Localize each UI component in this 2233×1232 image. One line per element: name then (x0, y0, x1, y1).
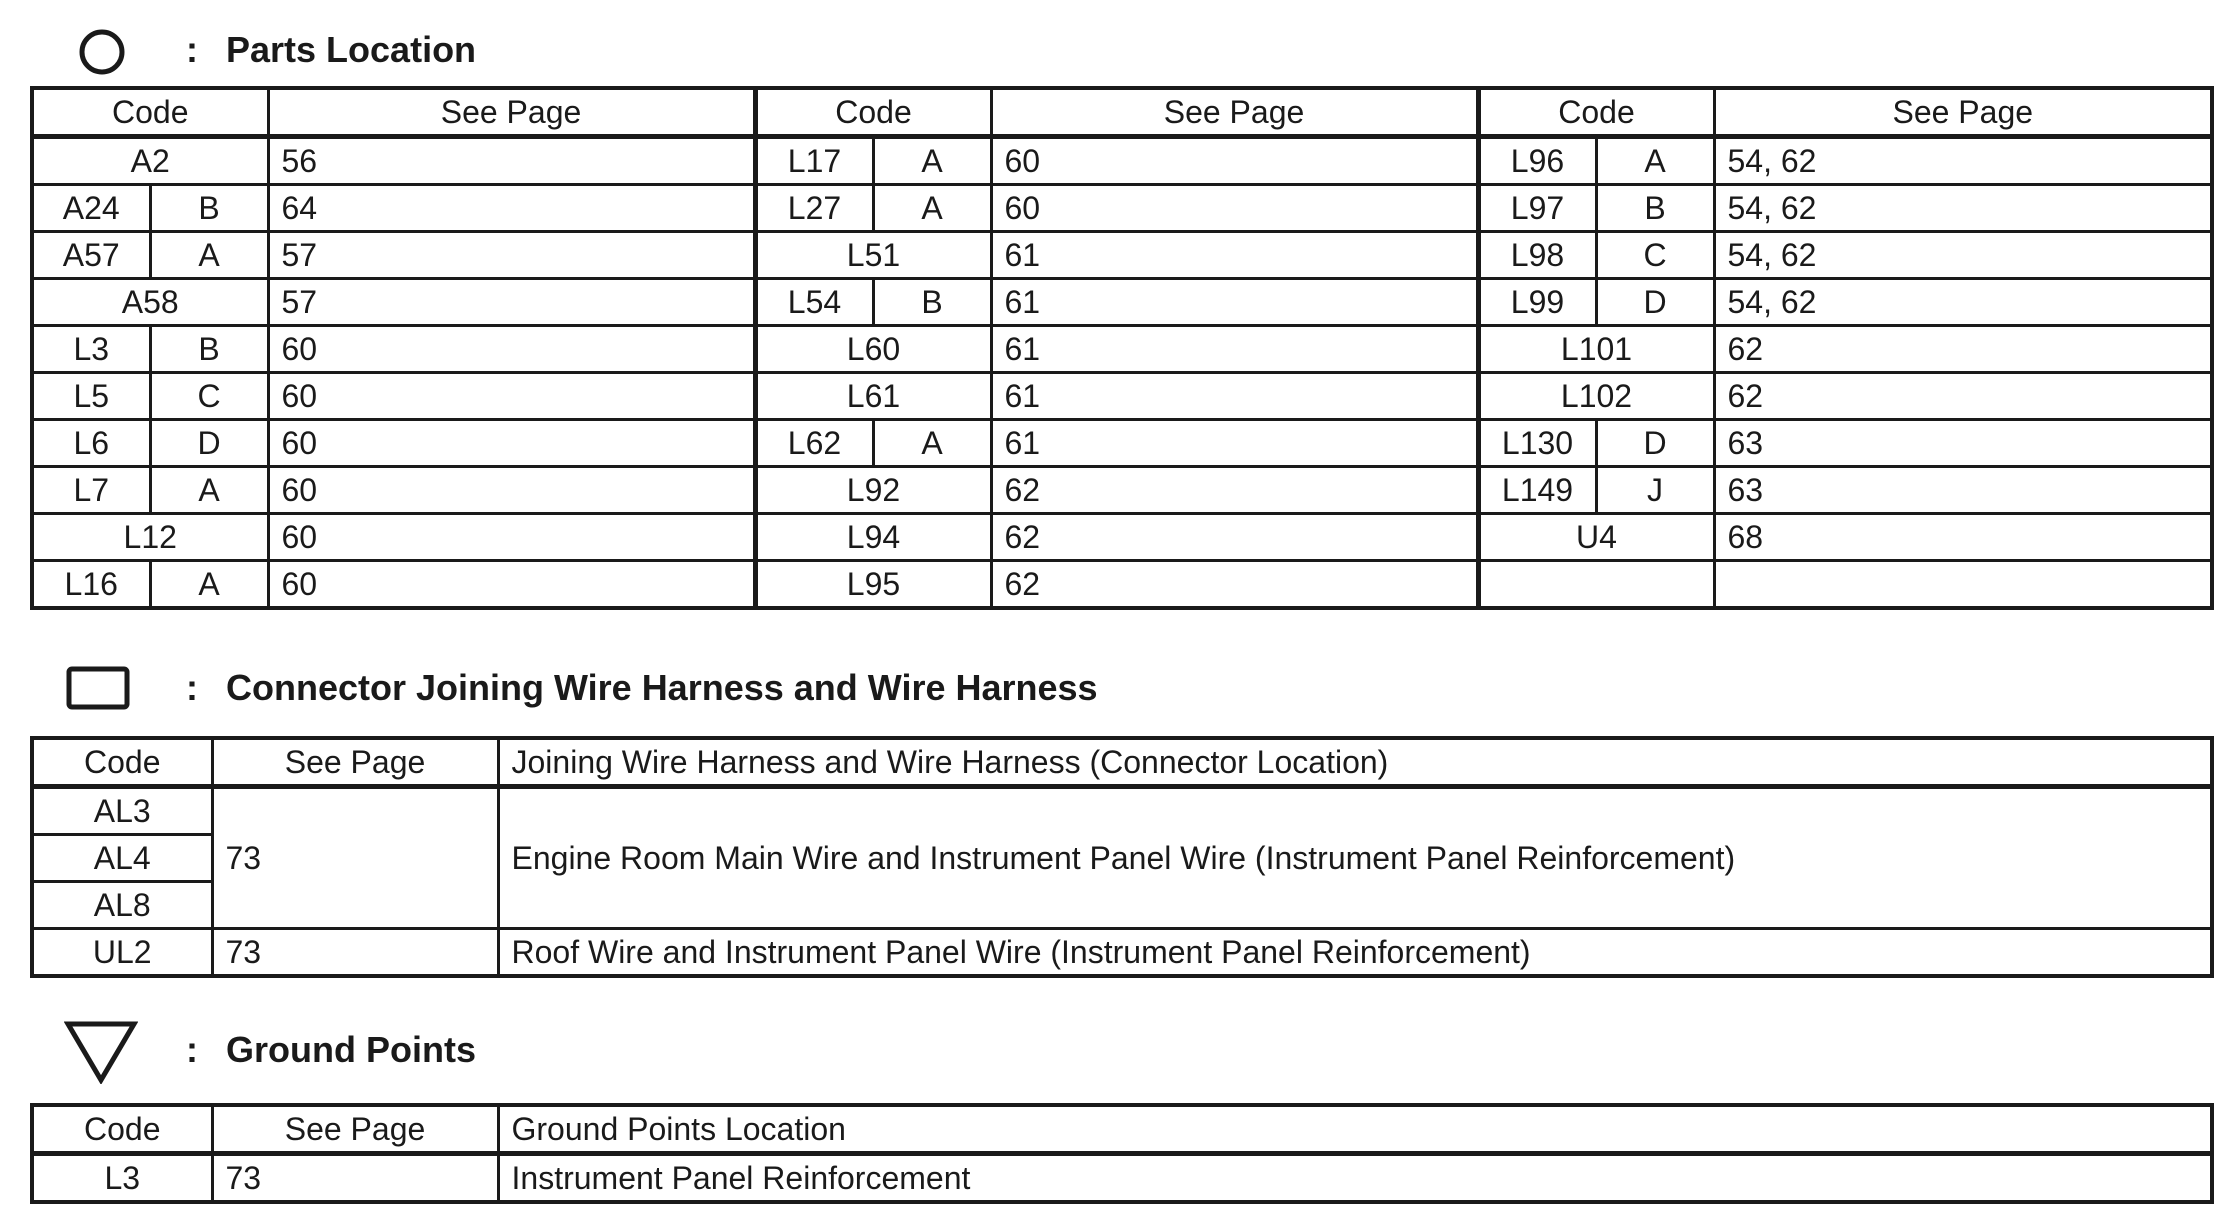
column-header-code: Code (32, 738, 212, 787)
page-cell: 63 (1714, 420, 2212, 467)
code-cell: L17 (755, 137, 873, 185)
code-cell: AL3 (32, 787, 212, 835)
column-header-location: Ground Points Location (498, 1105, 2212, 1154)
table-row (32, 420, 2212, 467)
code-cell: U4 (1478, 514, 1714, 561)
code-cell: A24 (32, 185, 150, 232)
code-cell: L51 (755, 232, 991, 279)
connector-letter-cell: C (1596, 232, 1714, 279)
column-header-see-page: See Page (1714, 88, 2212, 137)
connector-letter-cell: B (150, 185, 268, 232)
code-cell: L16 (32, 561, 150, 609)
page-cell: 62 (1714, 373, 2212, 420)
code-cell: L149 (1478, 467, 1596, 514)
code-cell: L130 (1478, 420, 1596, 467)
page-cell: 60 (268, 373, 755, 420)
page-cell: 54, 62 (1714, 185, 2212, 232)
code-cell: L62 (755, 420, 873, 467)
code-cell: L95 (755, 561, 991, 609)
page-cell (1714, 561, 2212, 609)
connector-letter-cell: A (150, 467, 268, 514)
code-cell: L97 (1478, 185, 1596, 232)
column-header-location: Joining Wire Harness and Wire Harness (Connector Location) (498, 738, 2212, 787)
code-cell: L12 (32, 514, 268, 561)
table-row (32, 1154, 2212, 1203)
code-cell: L102 (1478, 373, 1714, 420)
page-cell: 56 (268, 137, 755, 185)
section-title: Connector Joining Wire Harness and Wire Harness (226, 667, 1098, 708)
code-cell: L7 (32, 467, 150, 514)
code-cell: UL2 (32, 929, 212, 977)
code-cell: L92 (755, 467, 991, 514)
page-cell: 60 (268, 326, 755, 373)
page-cell: 73 (212, 787, 498, 929)
page-cell: 61 (991, 326, 1478, 373)
code-cell: L96 (1478, 137, 1596, 185)
page-cell: 60 (991, 185, 1478, 232)
page-cell: 54, 62 (1714, 232, 2212, 279)
code-cell: L3 (32, 326, 150, 373)
page-cell: 73 (212, 929, 498, 977)
column-header-code: Code (755, 88, 991, 137)
page-cell: 57 (268, 279, 755, 326)
page-cell: 60 (268, 467, 755, 514)
page-cell: 62 (1714, 326, 2212, 373)
code-cell (1478, 561, 1714, 609)
table-header-row (32, 738, 2212, 787)
connector-letter-cell: A (1596, 137, 1714, 185)
connector-letter-cell: A (150, 561, 268, 609)
location-cell: Instrument Panel Reinforcement (498, 1154, 2212, 1203)
table-row (32, 373, 2212, 420)
page-cell: 54, 62 (1714, 279, 2212, 326)
connector-letter-cell: A (873, 420, 991, 467)
connector-joining-table (30, 736, 2214, 978)
connector-letter-cell: D (1596, 420, 1714, 467)
column-header-code: Code (1478, 88, 1714, 137)
column-header-code: Code (32, 88, 268, 137)
page-cell: 62 (991, 561, 1478, 609)
connector-letter-cell: A (873, 137, 991, 185)
code-cell: L99 (1478, 279, 1596, 326)
location-cell: Engine Room Main Wire and Instrument Panel Wire (Instrument Panel Reinforcement) (498, 787, 2212, 929)
code-cell: L60 (755, 326, 991, 373)
page-cell: 54, 62 (1714, 137, 2212, 185)
table-row (32, 185, 2212, 232)
table-row (32, 232, 2212, 279)
code-cell: L94 (755, 514, 991, 561)
code-cell: L61 (755, 373, 991, 420)
page-cell: 60 (268, 420, 755, 467)
column-header-see-page: See Page (991, 88, 1478, 137)
column-header-see-page: See Page (268, 88, 755, 137)
code-cell: AL8 (32, 882, 212, 929)
table-row (32, 514, 2212, 561)
page-cell: 62 (991, 514, 1478, 561)
connector-letter-cell: D (1596, 279, 1714, 326)
code-cell: L101 (1478, 326, 1714, 373)
page-cell: 61 (991, 373, 1478, 420)
code-cell: L3 (32, 1154, 212, 1203)
code-cell: L98 (1478, 232, 1596, 279)
page-cell: 73 (212, 1154, 498, 1203)
circle-icon (78, 28, 126, 81)
connector-letter-cell: A (873, 185, 991, 232)
section-colon: : (186, 667, 198, 708)
page-cell: 68 (1714, 514, 2212, 561)
section-title: Parts Location (226, 29, 477, 70)
page-cell: 61 (991, 232, 1478, 279)
page-cell: 64 (268, 185, 755, 232)
table-row (32, 929, 2212, 977)
section-colon: : (186, 29, 198, 70)
table-row (32, 467, 2212, 514)
page-cell: 61 (991, 420, 1478, 467)
table-header-row (32, 88, 2212, 137)
column-header-code: Code (32, 1105, 212, 1154)
rectangle-icon (66, 666, 130, 717)
ground-points-header (0, 1020, 2233, 1100)
connector-letter-cell: A (150, 232, 268, 279)
table-row (32, 561, 2212, 609)
table-row (32, 787, 2212, 835)
page-cell: 57 (268, 232, 755, 279)
page-cell: 63 (1714, 467, 2212, 514)
code-cell: A58 (32, 279, 268, 326)
connector-letter-cell: B (150, 326, 268, 373)
code-cell: AL4 (32, 835, 212, 882)
connector-letter-cell: B (1596, 185, 1714, 232)
page-cell: 60 (268, 514, 755, 561)
section-colon: : (186, 1029, 198, 1070)
page-cell: 61 (991, 279, 1478, 326)
column-header-see-page: See Page (212, 738, 498, 787)
ground-points-table (30, 1103, 2214, 1204)
connector-letter-cell: J (1596, 467, 1714, 514)
code-cell: A57 (32, 232, 150, 279)
code-cell: L27 (755, 185, 873, 232)
table-row (32, 137, 2212, 185)
page-cell: 60 (991, 137, 1478, 185)
page-cell: 60 (268, 561, 755, 609)
column-header-see-page: See Page (212, 1105, 498, 1154)
table-row (32, 279, 2212, 326)
parts-location-table (30, 86, 2214, 610)
section-title: Ground Points (226, 1029, 476, 1070)
table-row (32, 326, 2212, 373)
connector-letter-cell: D (150, 420, 268, 467)
page-cell: 62 (991, 467, 1478, 514)
down-triangle-icon (64, 1020, 138, 1089)
location-cell: Roof Wire and Instrument Panel Wire (Instrument Panel Reinforcement) (498, 929, 2212, 977)
connector-letter-cell: C (150, 373, 268, 420)
code-cell: A2 (32, 137, 268, 185)
code-cell: L6 (32, 420, 150, 467)
connector-joining-header (0, 666, 2233, 746)
code-cell: L5 (32, 373, 150, 420)
code-cell: L54 (755, 279, 873, 326)
table-header-row (32, 1105, 2212, 1154)
connector-letter-cell: B (873, 279, 991, 326)
